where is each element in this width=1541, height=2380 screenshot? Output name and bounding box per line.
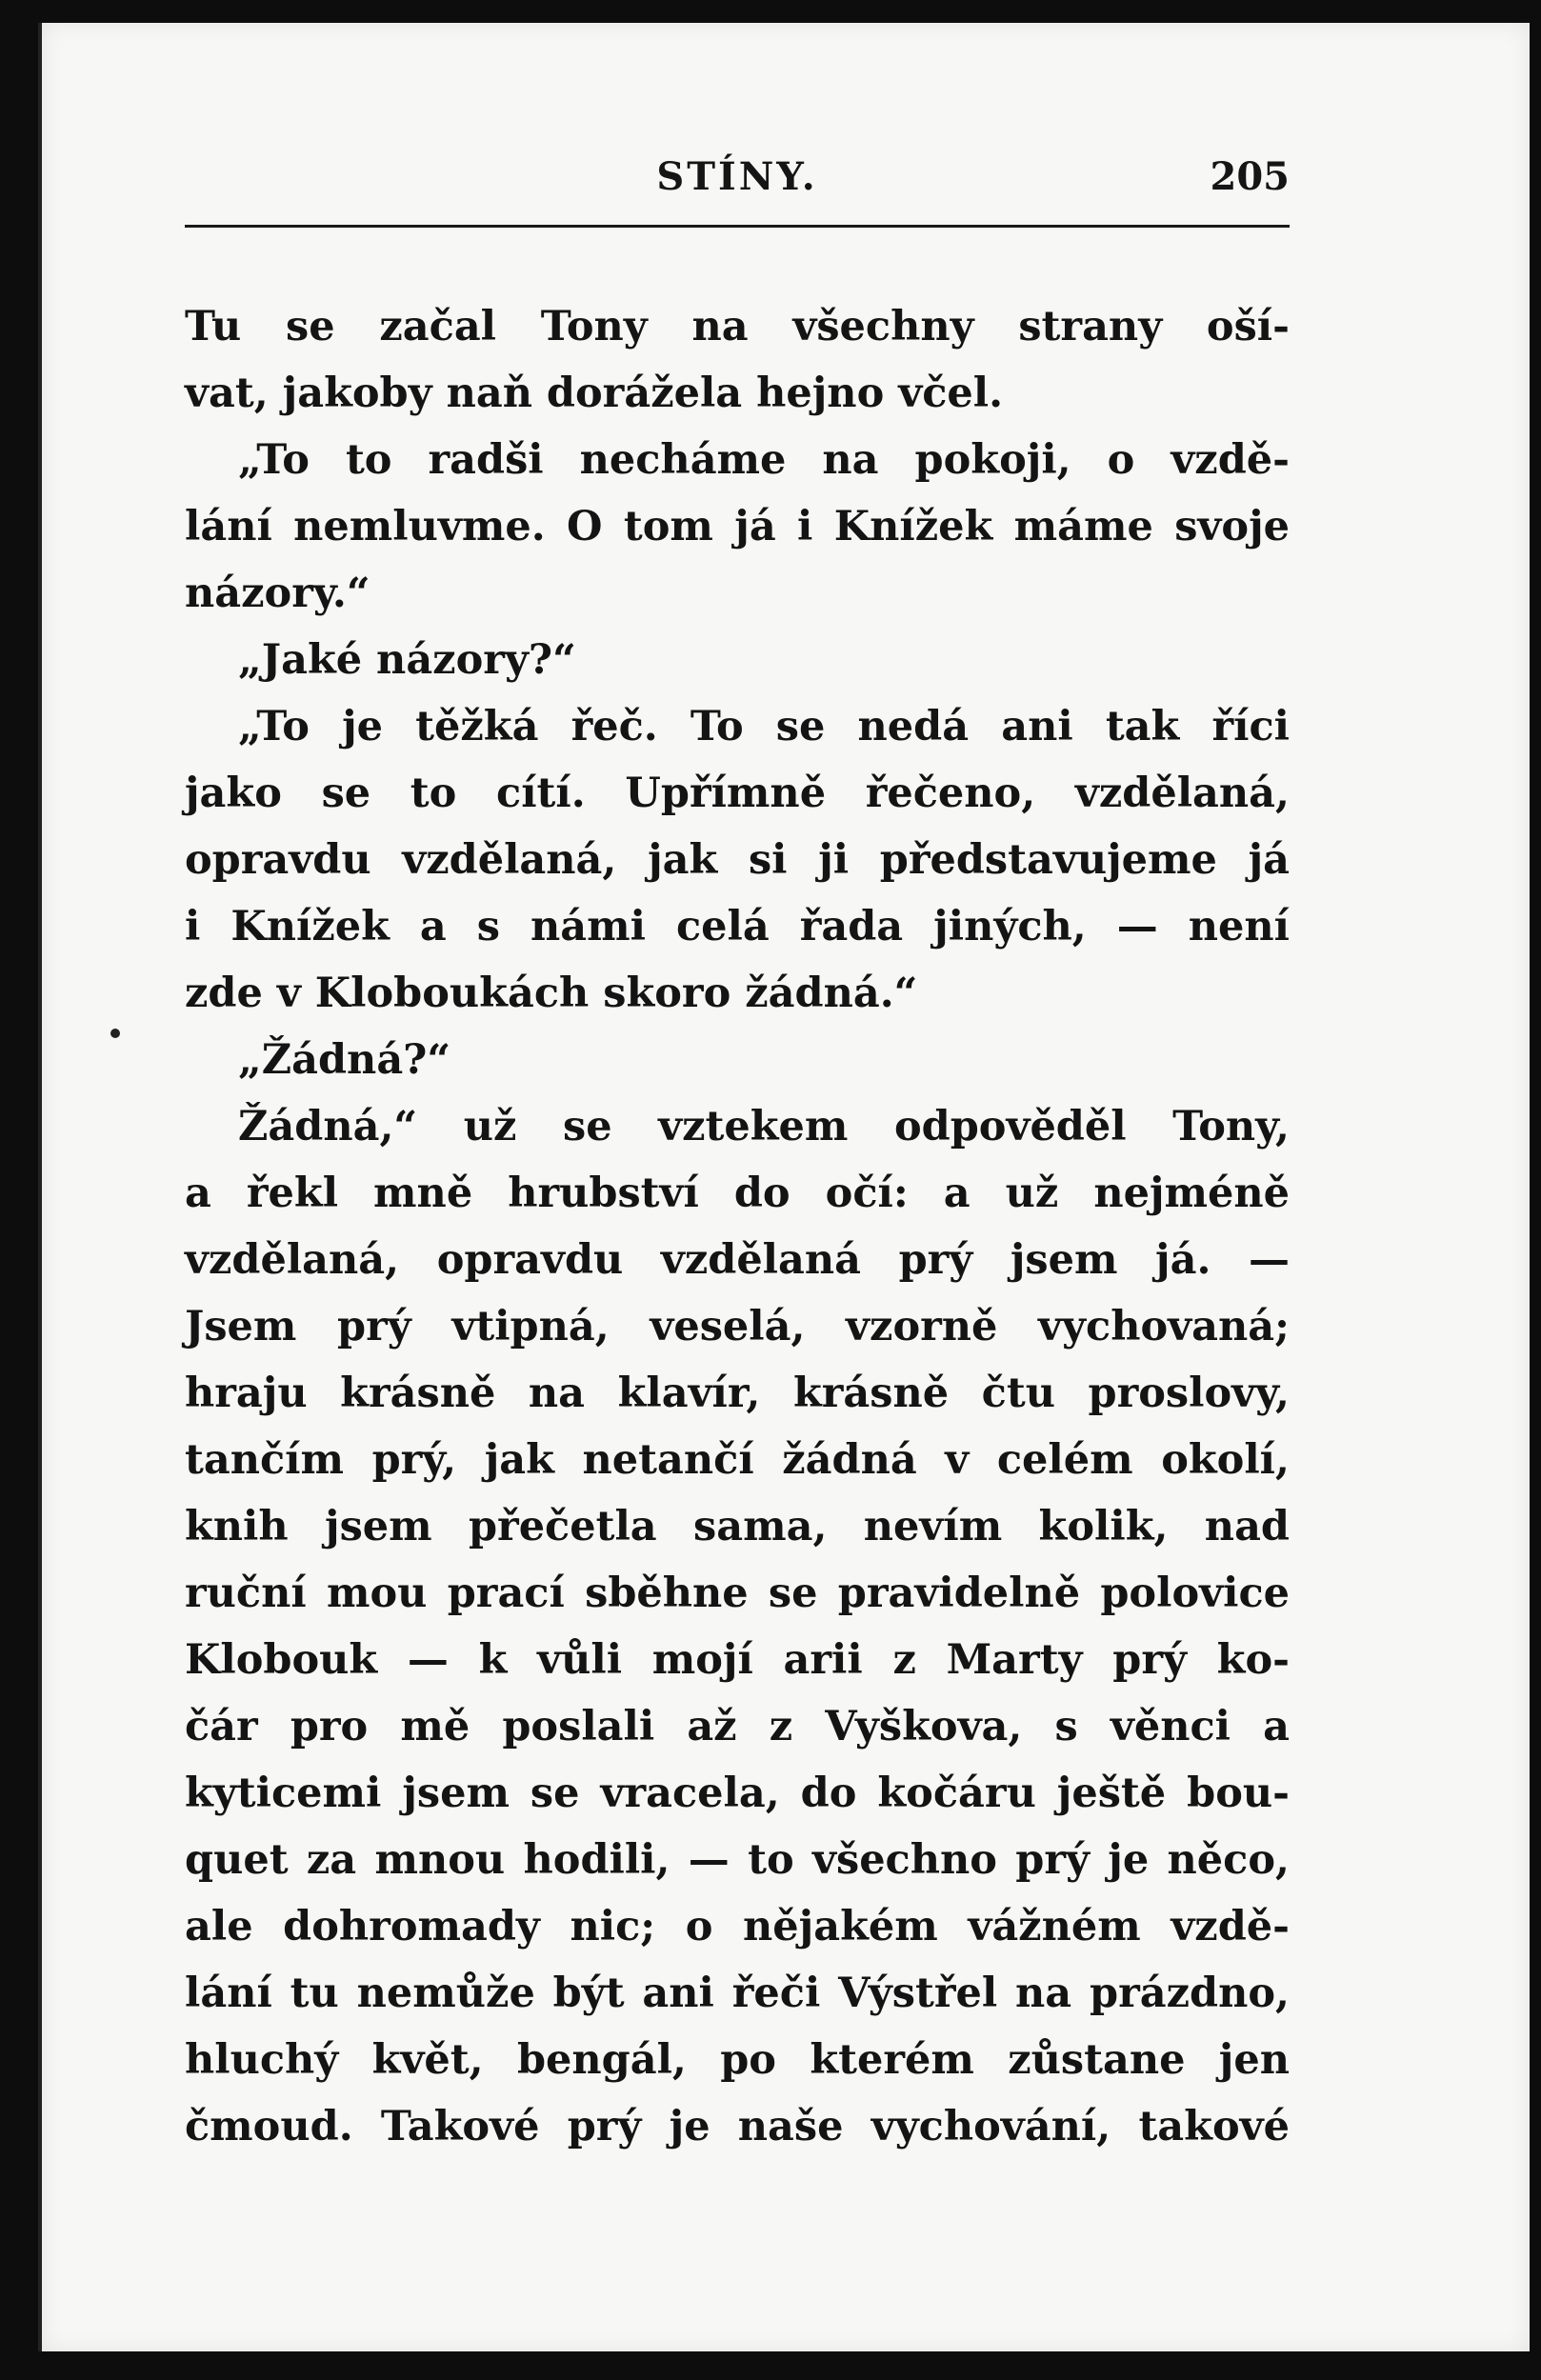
text-line: quet za mnou hodili, — to všechno prý je něco, <box>185 1836 1290 1884</box>
text-line: vat, jakoby naň dorážela hejno včel. <box>185 370 1004 417</box>
text-line: čmoud. Takové prý je naše vychování, takové <box>185 2103 1290 2150</box>
text-line: čár pro mě poslali až z Vyškova, s věnci a <box>185 1703 1290 1750</box>
text-line: opravdu vzdělaná, jak si ji představujeme já <box>185 836 1290 884</box>
header-rule <box>185 225 1290 228</box>
text-line: Klobouk — k vůli mojí arii z Marty prý ko- <box>185 1636 1290 1684</box>
text-line: i Knížek a s námi celá řada jiných, — není <box>185 903 1290 950</box>
margin-mark <box>110 1029 120 1038</box>
text-line: hraju krásně na klavír, krásně čtu proslovy, <box>185 1370 1290 1417</box>
body-text <box>185 293 1290 2160</box>
text-line: lání tu nemůže být ani řeči Výstřel na prázdno, <box>185 1970 1290 2017</box>
text-line: hluchý květ, bengál, po kterém zůstane jen <box>185 2036 1290 2084</box>
text-line: „To je těžká řeč. To se nedá ani tak říci <box>238 703 1290 750</box>
text-line: zde v Kloboukách skoro žádná.“ <box>185 970 918 1017</box>
text-line: vzdělaná, opravdu vzdělaná prý jsem já. — <box>185 1236 1290 1284</box>
text-line: jako se to cítí. Upřímně řečeno, vzdělaná, <box>185 770 1290 817</box>
text-line: a řekl mně hrubství do očí: a už nejméně <box>185 1170 1290 1217</box>
page-header <box>185 147 1290 211</box>
text-line: „Žádná?“ <box>238 1036 451 1084</box>
text-line: lání nemluvme. O tom já i Knížek máme svoje <box>185 503 1290 550</box>
text-line: „Jaké názory?“ <box>238 636 576 684</box>
text-line: ruční mou prací sběhne se pravidelně polovice <box>185 1570 1290 1617</box>
page-number: 205 <box>1210 154 1290 199</box>
text-line: ale dohromady nic; o nějakém vážném vzdě- <box>185 1903 1290 1950</box>
text-line: Tu se začal Tony na všechny strany oší- <box>185 303 1290 350</box>
text-line: knih jsem přečetla sama, nevím kolik, nad <box>185 1503 1290 1550</box>
text-line: tančím prý, jak netančí žádná v celém okolí, <box>185 1436 1290 1484</box>
text-line: kyticemi jsem se vracela, do kočáru ještě bou- <box>185 1770 1290 1817</box>
text-line: názory.“ <box>185 570 370 617</box>
text-line: Žádná,“ už se vztekem odpověděl Tony, <box>238 1103 1290 1150</box>
running-title: STÍNY. <box>656 154 818 199</box>
text-line: „To to radši necháme na pokoji, o vzdě- <box>238 436 1290 484</box>
text-line: Jsem prý vtipná, veselá, vzorně vychovaná; <box>185 1303 1290 1350</box>
